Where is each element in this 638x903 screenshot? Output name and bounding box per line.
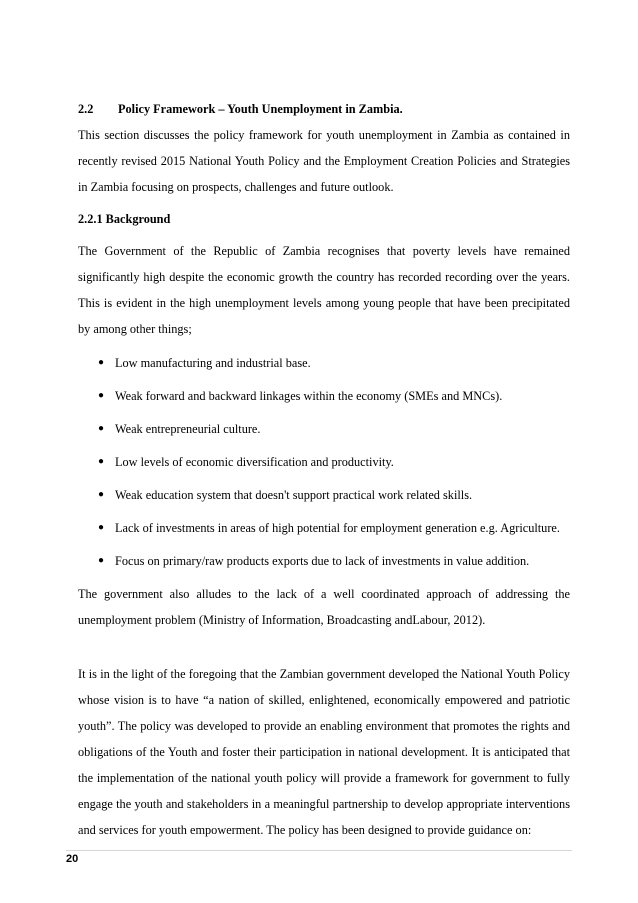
- list-item-text: Focus on primary/raw products exports due to lack of investments in value addition.: [115, 554, 530, 568]
- footer-divider: [66, 850, 572, 851]
- youth-policy-paragraph: It is in the light of the foregoing that the Zambian government developed the National Youth Policy whose vision is to have “a nation of skilled, enlightened, economically empowered and patriotic youth”. The policy was developed to provide an enabling environment that promotes the rights and obligations of the Youth and foster their participation in national development. It is anticipated that the implementation of the national youth policy will provide a framework for government to fully engage the youth and stakeholders in a meaningful partnership to develop appropriate interventions and services for youth empowerment. The policy has been designed to provide guidance on:: [78, 667, 570, 837]
- list-item-text: Lack of investments in areas of high potential for employment generation e.g. Agriculture.: [115, 521, 560, 535]
- page-number: 20: [66, 853, 79, 865]
- list-item-text: Weak forward and backward linkages within the economy (SMEs and MNCs).: [115, 389, 503, 403]
- section-2-2-intro: This section discusses the policy framework for youth unemployment in Zambia as contained in recently revised 2015 National Youth Policy and the Employment Creation Policies and Strategies in Zambia focusing on prospects, challenges and future outlook.: [78, 128, 570, 194]
- list-item: [78, 548, 570, 574]
- section-2-2-number: 2.2: [78, 102, 94, 116]
- bullet-icon: ●: [98, 489, 105, 500]
- section-2-2-1-heading: 2.2.1 Background: [78, 212, 171, 226]
- background-paragraph: The Government of the Republic of Zambia recognises that poverty levels have remained significantly high despite the economic growth the country has recorded recording over the years. This is evident in the high unemployment levels among young people that have been precipitated by among other things;: [78, 244, 570, 336]
- list-item: [78, 350, 570, 376]
- list-item: [78, 416, 570, 442]
- bullet-icon: ●: [98, 357, 105, 368]
- precipitating-factors-list: [78, 350, 570, 574]
- list-item-text: Weak education system that doesn't support practical work related skills.: [115, 488, 473, 502]
- list-item: [78, 383, 570, 409]
- list-item: [78, 515, 570, 541]
- closing-paragraph: The government also alludes to the lack of a well coordinated approach of addressing the unemployment problem (Ministry of Information, Broadcasting andLabour, 2012).: [78, 587, 570, 627]
- section-2-2-title: Policy Framework – Youth Unemployment in Zambia.: [118, 102, 403, 116]
- list-item: [78, 482, 570, 508]
- bullet-icon: ●: [98, 522, 105, 533]
- bullet-icon: ●: [98, 423, 105, 434]
- bullet-icon: ●: [98, 456, 105, 467]
- section-2-2-heading: [78, 96, 570, 122]
- bullet-icon: ●: [98, 555, 105, 566]
- list-item-text: Weak entrepreneurial culture.: [115, 422, 261, 436]
- list-item-text: Low levels of economic diversification and productivity.: [115, 455, 394, 469]
- list-item: [78, 449, 570, 475]
- page-content: [78, 96, 570, 843]
- list-item-text: Low manufacturing and industrial base.: [115, 356, 311, 370]
- bullet-icon: ●: [98, 390, 105, 401]
